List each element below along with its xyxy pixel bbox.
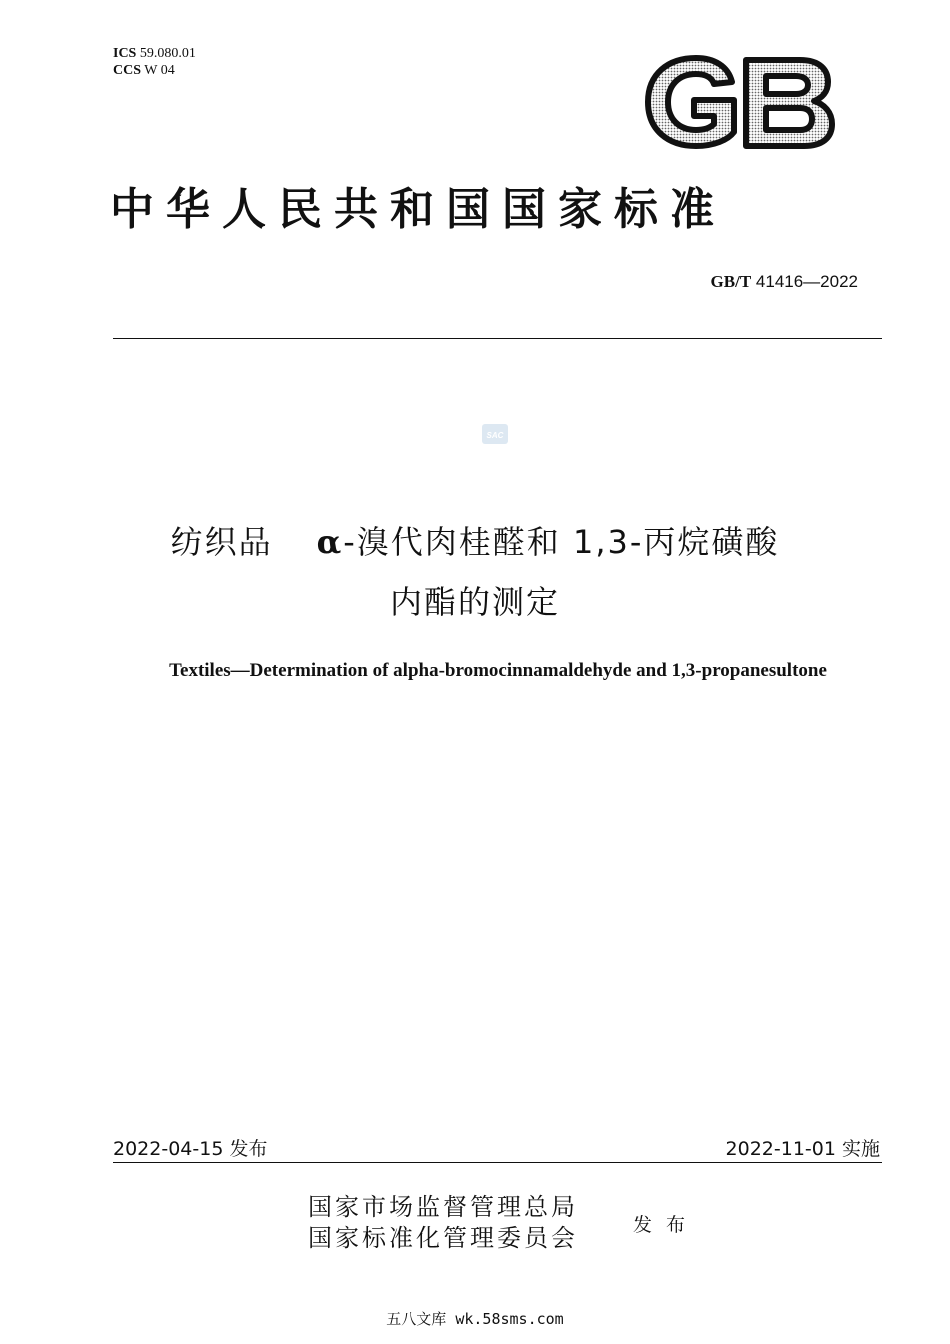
issuer-samr: 国家市场监督管理总局	[308, 1193, 578, 1221]
sac-watermark-icon	[481, 422, 509, 446]
ics-line	[113, 45, 196, 62]
ccs-label: CCS	[113, 63, 142, 78]
publish-date: 2022-04-15 发布	[113, 1138, 268, 1160]
standard-number-prefix: GB/T	[710, 272, 752, 291]
national-standard-title: 中华人民共和国国家标准	[110, 184, 726, 235]
title-en: Textiles—Determination of alpha-bromocinnamaldehyde and 1,3-propanesultone	[169, 660, 827, 681]
title-cn-prefix: 纺织品	[170, 523, 273, 561]
footer-source: 五八文库 wk.58sms.com	[386, 1310, 564, 1328]
title-cn-rest: -溴代肉桂醛和 1,3-丙烷磺酸	[343, 523, 780, 561]
ics-value: 59.080.01	[139, 46, 196, 61]
ics-label: ICS	[113, 46, 137, 61]
standard-number-value: 41416—2022	[755, 272, 858, 291]
implement-date: 2022-11-01 实施	[725, 1138, 880, 1160]
ccs-line	[113, 62, 196, 79]
issuer-sac: 国家标准化管理委员会	[308, 1224, 578, 1252]
ccs-value: W 04	[144, 63, 175, 78]
sac-watermark	[481, 422, 509, 446]
gb-logo	[640, 52, 836, 152]
title-cn-line1	[100, 518, 850, 566]
classification-codes	[113, 45, 196, 79]
footer-divider	[113, 1162, 882, 1163]
issuers	[308, 1192, 578, 1254]
title-cn-line2: 内酯的测定	[389, 583, 560, 621]
header-divider	[113, 338, 882, 339]
title-cn-greek: α	[316, 523, 344, 561]
issue-word: 发布	[633, 1214, 700, 1236]
gb-logo-icon	[640, 52, 836, 152]
standard-number	[711, 272, 858, 292]
sac-watermark-text: SAC	[486, 431, 504, 440]
